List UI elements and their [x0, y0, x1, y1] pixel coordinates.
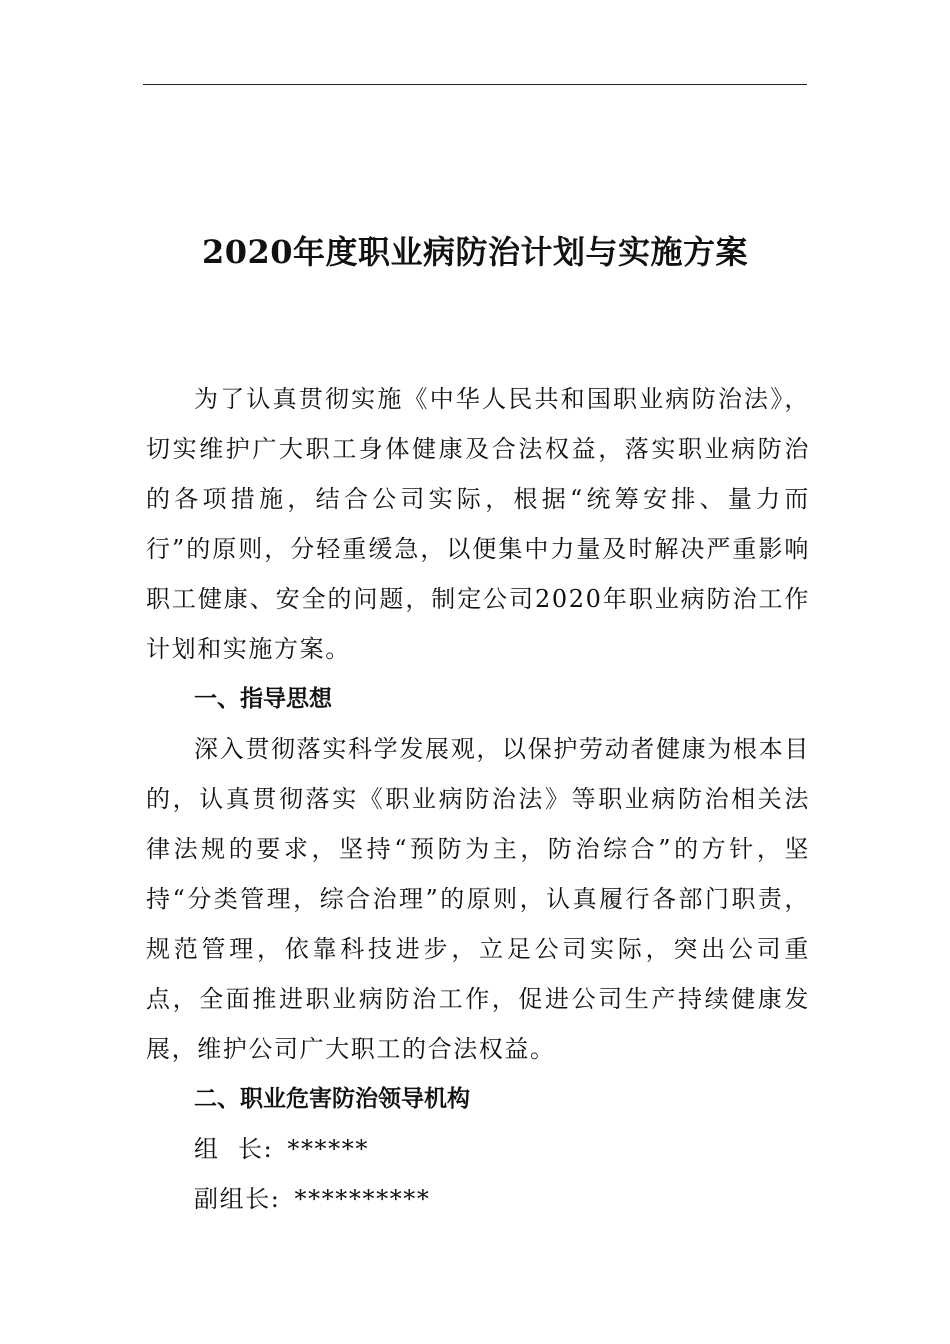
member-name: ********** — [294, 1185, 431, 1213]
guiding-ideology-paragraph: 深入贯彻落实科学发展观，以保护劳动者健康为根本目的，认真贯彻落实《职业病防治法》等职业病防治相关法律法规的要求，坚持“预防为主，防治综合”的方针，坚持“分类管理，综合治理”的原则，认真履行各部门职责，规范管理，依靠科技进步，立足公司实际，突出公司重点，全面推进职业病防治工作，促进公司生产持续健康发展，维护公司广大职工的合法权益。 — [146, 735, 810, 1063]
section-heading-guiding-ideology: 一、指导思想 — [194, 686, 332, 712]
member-row-deputy-leader — [146, 1174, 810, 1224]
member-row-leader — [146, 1124, 810, 1174]
member-role: 组 长: — [194, 1135, 274, 1163]
header-rule — [143, 84, 807, 85]
intro-paragraph: 为了认真贯彻实施《中华人民共和国职业病防治法》，切实维护广大职工身体健康及合法权益，落实职业病防治的各项措施，结合公司实际，根据“统筹安排、量力而行”的原则，分轻重缓急，以便集中力量及时解决严重影响职工健康、安全的问题，制定公司2020年职业病防治工作计划和实施方案。 — [146, 385, 810, 663]
document-body — [146, 374, 810, 1224]
member-name: ****** — [287, 1135, 369, 1163]
document-title: 2020年度职业病防治计划与实施方案 — [201, 233, 749, 271]
section-heading-leadership: 二、职业危害防治领导机构 — [194, 1086, 470, 1112]
member-role: 副组长: — [194, 1185, 281, 1213]
